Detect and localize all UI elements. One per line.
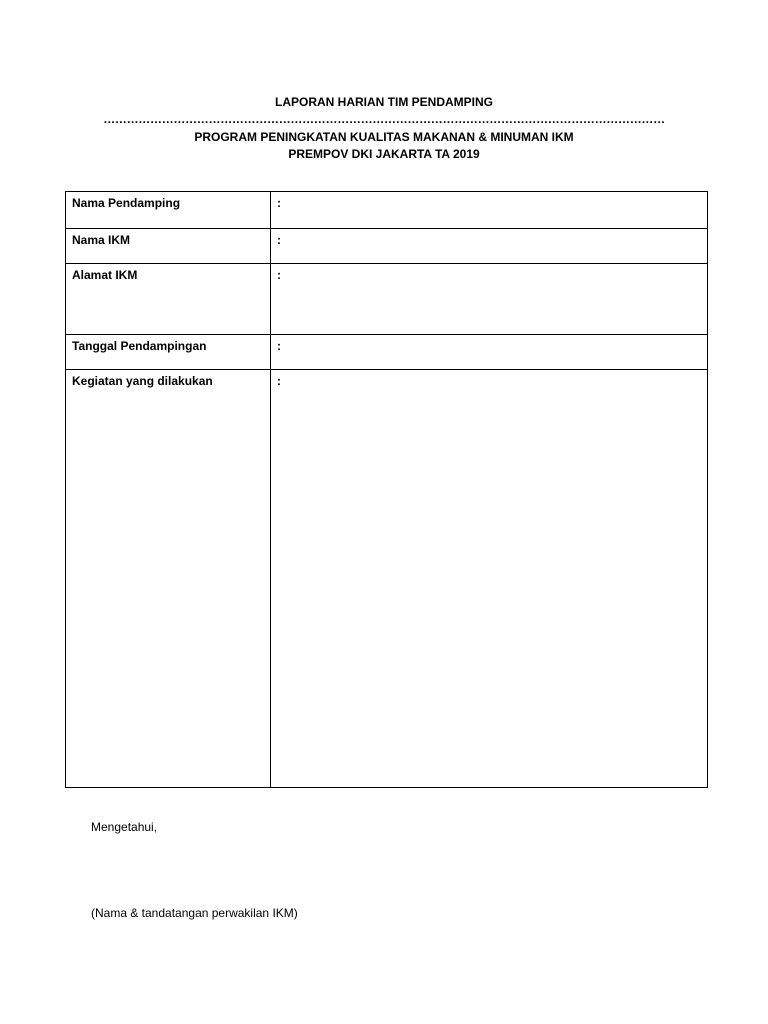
form-row-alamat-ikm	[66, 264, 708, 335]
acknowledge-text: Mengetahui,	[91, 820, 158, 834]
form-value-field[interactable]: :	[271, 192, 708, 229]
program-subtitle: PROGRAM PENINGKATAN KUALITAS MAKANAN & MINUMAN IKM	[194, 130, 574, 144]
form-value-field[interactable]: :	[271, 229, 708, 264]
form-label: Tanggal Pendampingan	[66, 335, 271, 370]
form-label: Nama IKM	[66, 229, 271, 264]
form-value-field[interactable]: :	[271, 370, 708, 788]
program-year-subtitle: PREMPOV DKI JAKARTA TA 2019	[288, 147, 480, 161]
form-label: Nama Pendamping	[66, 192, 271, 229]
form-label: Kegiatan yang dilakukan	[66, 370, 271, 788]
report-title: LAPORAN HARIAN TIM PENDAMPING	[275, 95, 493, 109]
form-row-kegiatan	[66, 370, 708, 788]
form-value-field[interactable]: :	[271, 264, 708, 335]
form-value-field[interactable]: :	[271, 335, 708, 370]
form-row-nama-ikm	[66, 229, 708, 264]
dotted-fill-line: ………………………………………………………………………………………………………………………………	[103, 112, 665, 126]
form-label: Alamat IKM	[66, 264, 271, 335]
form-row-tanggal-pendampingan	[66, 335, 708, 370]
report-form-table	[65, 191, 708, 788]
signature-note: (Nama & tandatangan perwakilan IKM)	[91, 906, 298, 920]
form-row-nama-pendamping	[66, 192, 708, 229]
